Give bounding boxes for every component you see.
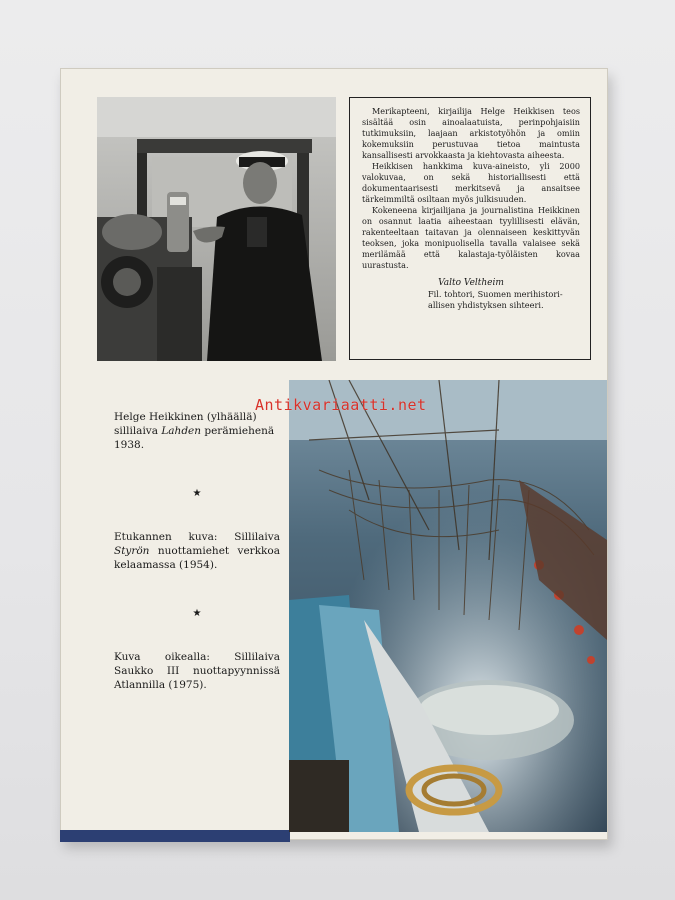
caption-right-photo: Kuva oikealla: Sillilaiva Saukko III nuottapyynnissä Atlannilla (1975).: [114, 651, 280, 692]
quote-paragraph-2: Heikkisen hankkima kuva-aineisto, yli 2000 valokuvaa, on sekä historiallisesti että dokumentaarisesti merkitsevä ja ansaitsee tärkeimmiltä osiltaan myös julkisuuden.: [362, 161, 580, 204]
caption-front-cover: [114, 530, 280, 573]
quote-author-role-1: Fil. tohtori, Suomen merihistori-: [428, 289, 563, 300]
caption-1-text-b: perämiehenä 1938.: [114, 425, 275, 452]
star-divider-2: ★: [192, 607, 202, 619]
caption-2-text-b: nuottamiehet verkkoa kelaamassa (1954).: [114, 545, 280, 572]
quote-author-role-2: allisen yhdistyksen sihteeri.: [428, 300, 544, 311]
caption-1-text-a: Helge Heikkinen (ylhäällä) sillilaiva: [114, 411, 257, 438]
book-blue-edge: [60, 830, 290, 842]
watermark: Antikvariaatti.net: [255, 396, 427, 414]
star-divider-1: ★: [192, 487, 202, 499]
caption-2-ship-name: Styrön: [114, 545, 150, 558]
caption-1-ship-name: Lahden: [161, 425, 202, 438]
caption-2-text-a: Etukannen kuva: Sillilaiva: [114, 531, 280, 544]
captain-photo: [97, 97, 336, 361]
captions: [114, 410, 280, 693]
fishing-net-photo: [289, 380, 607, 832]
quote-paragraph-3: Kokeneena kirjailijana ja journalistina Heikkinen on osannut laatia aiheestaan tyylillisesti elävän, rakenteeltaan taitavan ja olennaiseen keskittyvän teoksen, joka monipuolisella tavalla valaisee sekä merilämää että kalastaja-työläisten kovaa uurastusta.: [362, 205, 580, 270]
quote-paragraph-1: Merikapteeni, kirjailija Helge Heikkisen teos sisältää osin ainoalaatuista, perinpohjaisiin tutkimuksiin, laajaan arkistotyöhön ja omiin kokemuksiin perustuvaa tietoa maintusta kansallisesti arvokkaasta ja kiehtovasta aiheesta.: [362, 106, 580, 160]
quote-author: Valto Veltheim: [438, 278, 504, 288]
quote-box: [349, 97, 591, 360]
caption-top-photo: [114, 410, 280, 453]
